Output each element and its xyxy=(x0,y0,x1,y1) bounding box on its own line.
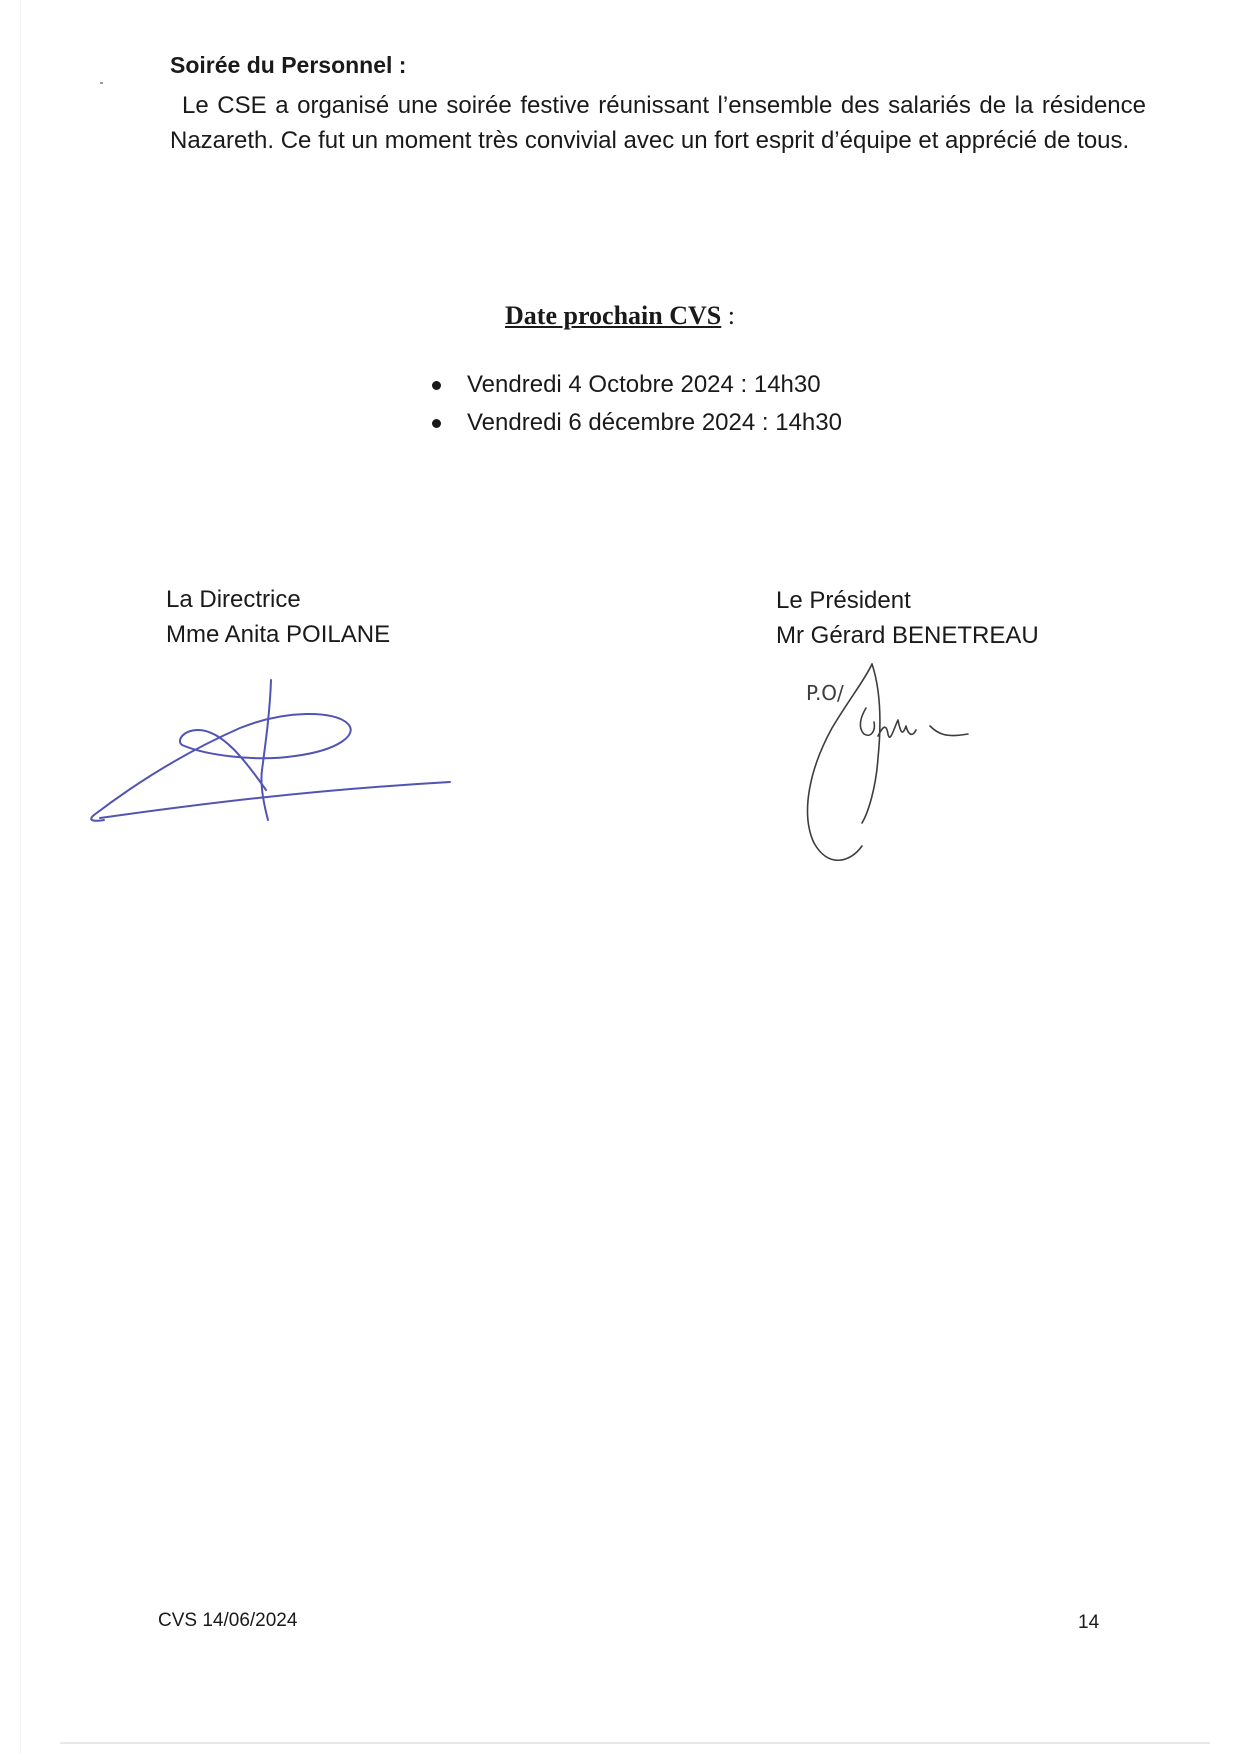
section-paragraph: Le CSE a organisé une soirée festive réunissant l’ensemble des salariés de la résidence Nazareth. Ce fut un moment très convivial avec un fort esprit d’équipe et apprécié de tous. xyxy=(170,92,1146,154)
director-signatory xyxy=(166,582,390,652)
meeting-date: Vendredi 4 Octobre 2024 : 14h30 xyxy=(467,371,821,398)
signatory-name: Mme Anita POILANE xyxy=(166,621,391,648)
director-signature-icon xyxy=(80,670,460,830)
footer-page-number: 14 xyxy=(1078,1612,1100,1633)
next-cvs-title: Date prochain CVS xyxy=(505,301,722,330)
staff-party-section xyxy=(170,48,1146,158)
next-cvs-date-list xyxy=(432,366,842,442)
next-cvs-heading xyxy=(0,298,1240,334)
president-signature-icon xyxy=(770,648,1020,878)
signature-prefix: P.O/ xyxy=(806,681,844,705)
signatory-role: La Directrice xyxy=(166,586,301,613)
footer-document-reference: CVS 14/06/2024 xyxy=(158,1610,298,1631)
bullet-icon xyxy=(432,419,441,428)
section-heading: Soirée du Personnel : xyxy=(170,52,407,78)
scan-edge xyxy=(60,1742,1210,1744)
scan-edge xyxy=(20,0,21,1754)
signatory-role: Le Président xyxy=(776,587,911,614)
meeting-date: Vendredi 6 décembre 2024 : 14h30 xyxy=(467,409,842,436)
list-item xyxy=(432,366,842,404)
list-item xyxy=(432,404,842,442)
scan-speck xyxy=(100,82,103,84)
president-signatory xyxy=(776,583,1039,653)
next-cvs-colon: : xyxy=(727,301,735,330)
signatory-name: Mr Gérard BENETREAU xyxy=(776,622,1039,649)
bullet-icon xyxy=(432,381,441,390)
